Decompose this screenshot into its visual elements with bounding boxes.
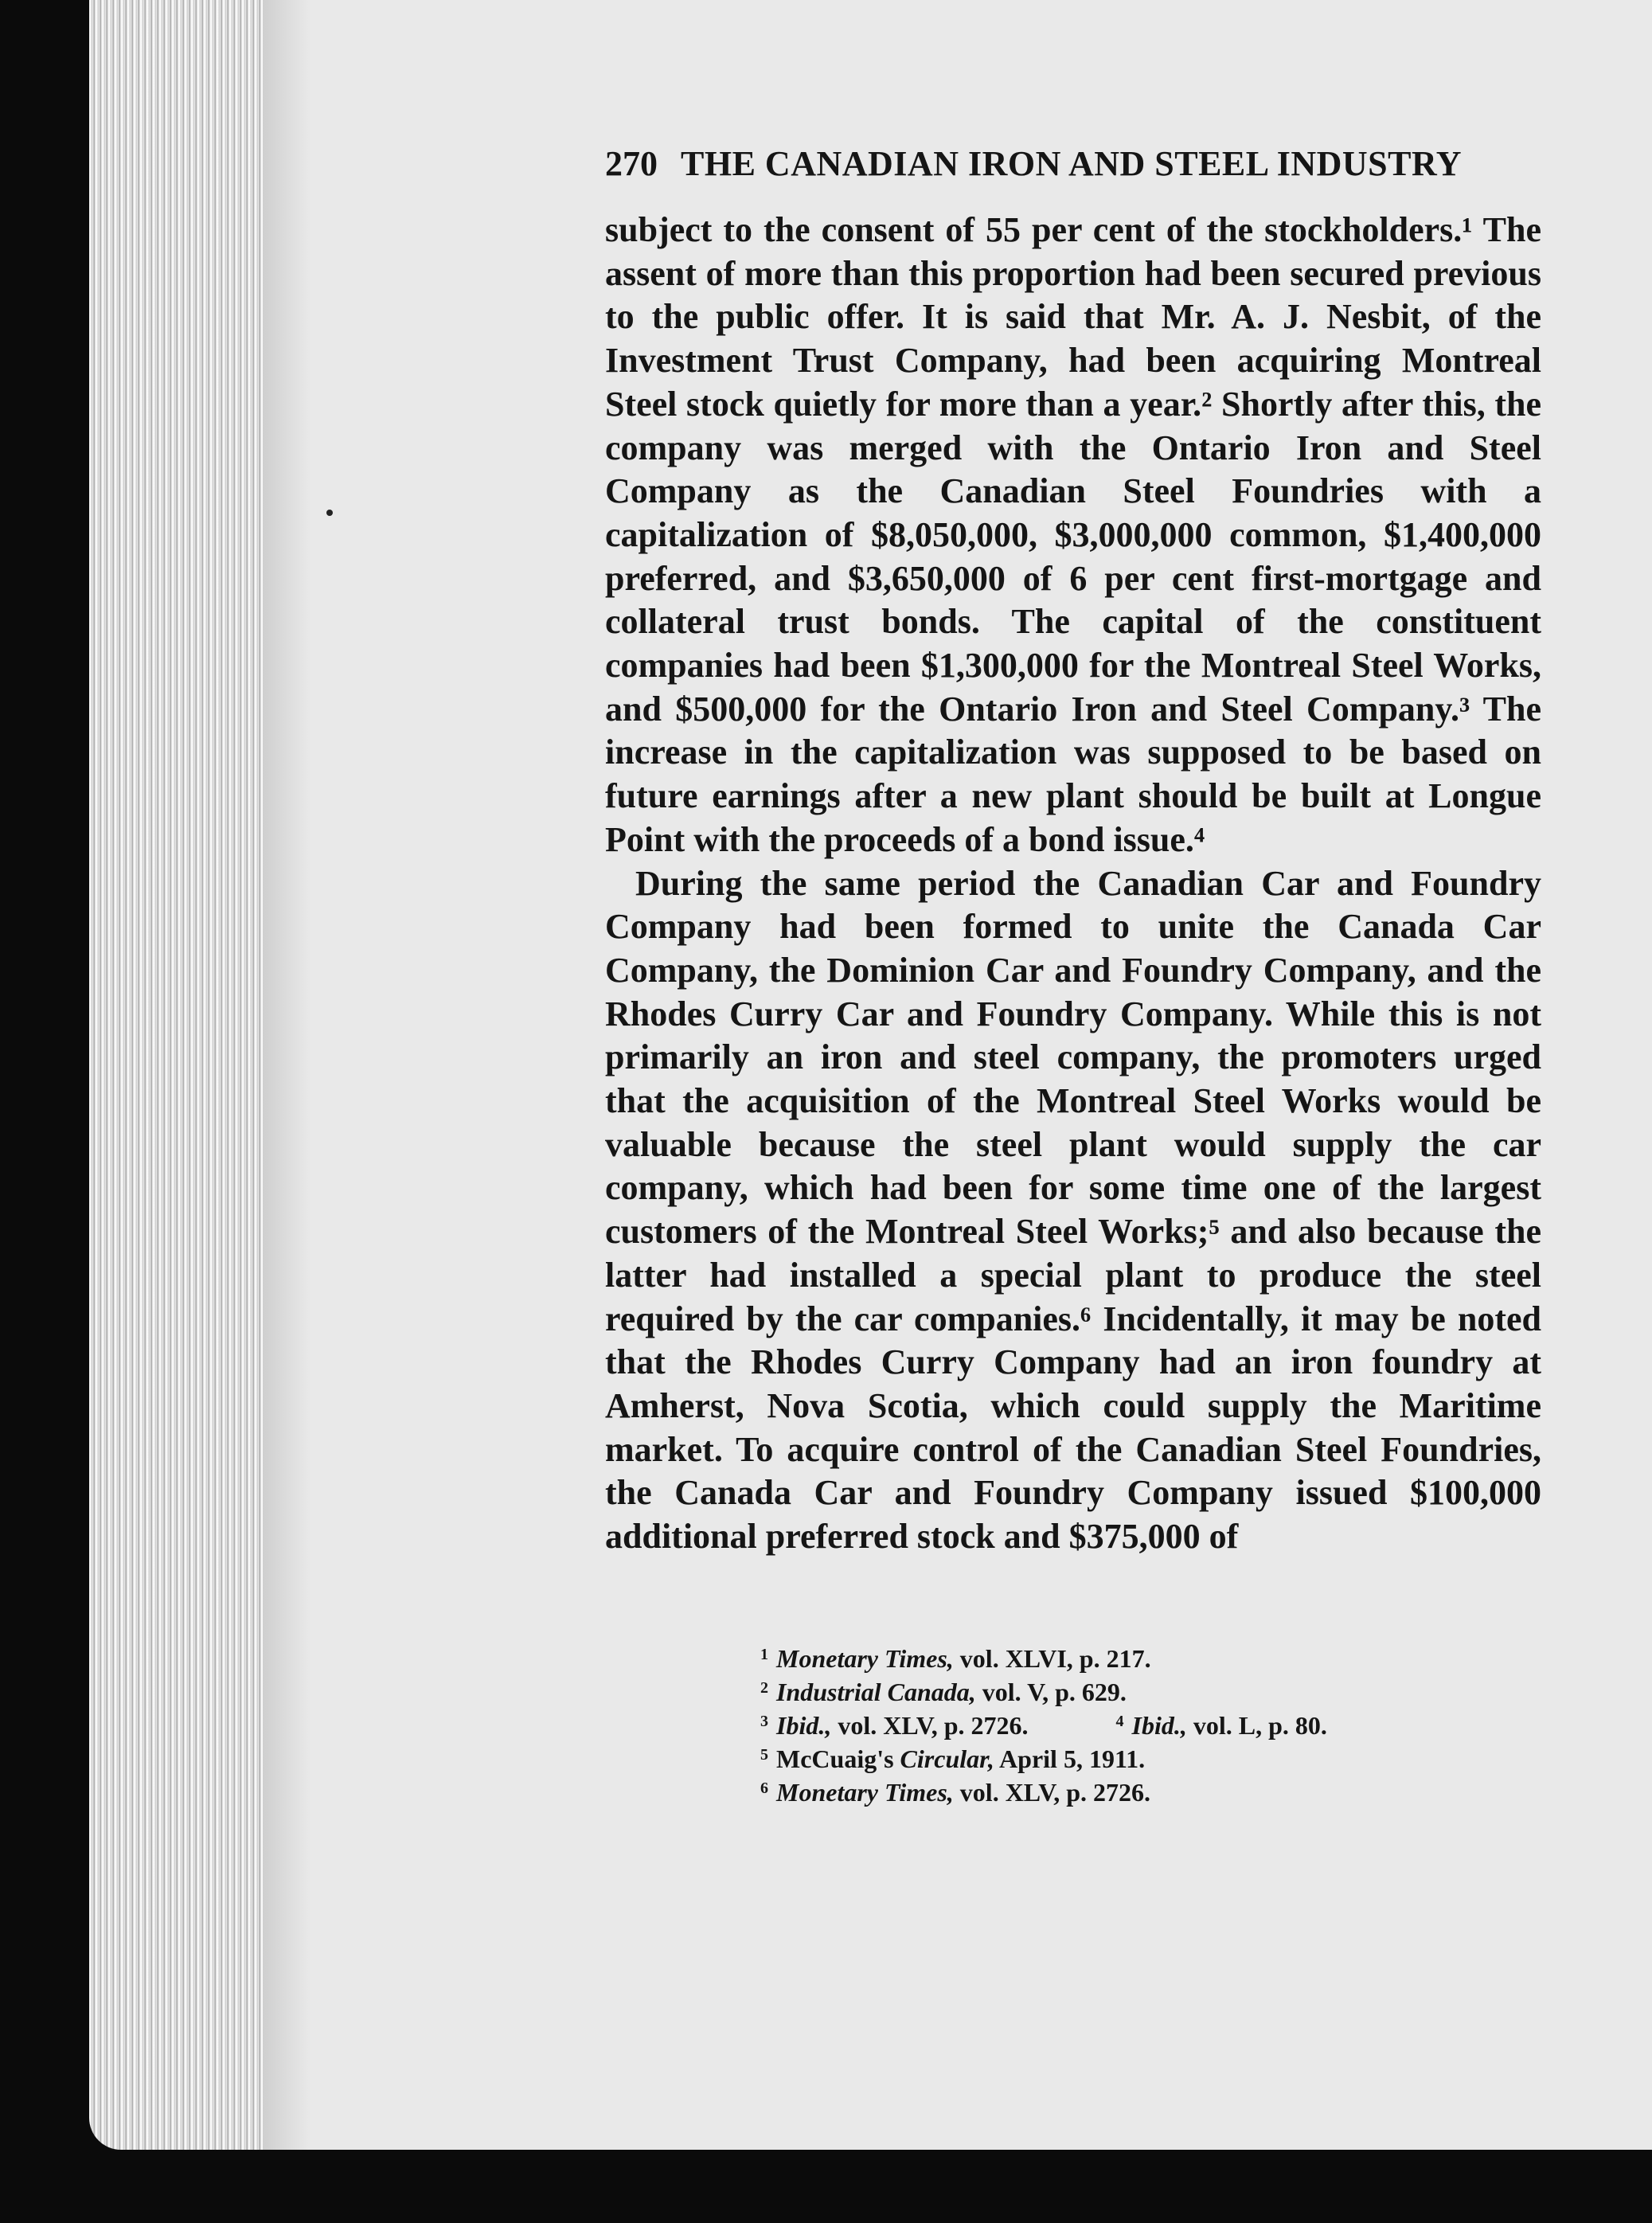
footnote-5: $^5$ McCuaig's Circular, April 5, 1911. <box>760 1744 1146 1773</box>
paragraph-1: subject to the consent of 55 per cent of the stockholders.¹ The assent of more than this proportion had been secured previous to the public offer. It is said that Mr. A. J. Nesbit, of the Investment Trust Company, had been acquiring Montreal Steel stock quietly for more than a year.² Shortly after this, the company was merged with the Ontario Iron and Steel Company as the Canadian Steel Foundries with a capitalization of $8,050,000, $3,000,000 common, $1,400,000 preferred, and $3,650,000 of 6 per cent first-mortgage and collateral trust bonds. The capital of the constituent companies had been $1,300,000 for the Montreal Steel Works, and $500,000 for the Ontario Iron and Steel Company.³ The increase in the capitalization was supposed to be based on future earnings after a new plant should be built at Longue Point with the proceeds of a bond issue.⁴ <box>605 210 1541 859</box>
page-number: 270 <box>605 144 658 183</box>
footnote-2: $^2$ Industrial Canada, vol. V, p. 629. <box>760 1678 1127 1706</box>
footnote-3-4: $^3$ Ibid., vol. XLV, p. 2726. $^4$ Ibid., vol. L, p. 80. <box>760 1711 1327 1740</box>
footnote-6: $^6$ Monetary Times, vol. XLV, p. 2726. <box>760 1778 1150 1807</box>
body-text <box>605 209 1541 1559</box>
footnote-1: $^1$ Monetary Times, vol. XLVI, p. 217. <box>760 1644 1151 1673</box>
footnotes <box>760 1640 1477 1807</box>
running-title: THE CANADIAN IRON AND STEEL INDUSTRY <box>681 144 1462 183</box>
paragraph-2: During the same period the Canadian Car and Foundry Company had been formed to unite the Canada Car Company, the Dominion Car and Foundry Company, and the Rhodes Curry Car and Foundry Company. While this is not primarily an iron and steel company, the promoters urged that the acquisition of the Montreal Steel Works would be valuable because the steel plant would supply the car company, which had been for some time one of the largest customers of the Montreal Steel Works;⁵ and also because the latter had installed a special plant to produce the steel required by the car companies.⁶ Incidentally, it may be noted that the Rhodes Curry Company had an iron foundry at Amherst, Nova Scotia, which could supply the Maritime market. To acquire control of the Canadian Steel Foundries, the Canada Car and Foundry Company issued $100,000 additional preferred stock and $375,000 of <box>605 863 1541 1557</box>
gutter-shadow <box>263 0 310 2150</box>
speck <box>326 510 333 516</box>
running-header <box>605 143 1525 184</box>
book-page-edges <box>89 0 272 2150</box>
